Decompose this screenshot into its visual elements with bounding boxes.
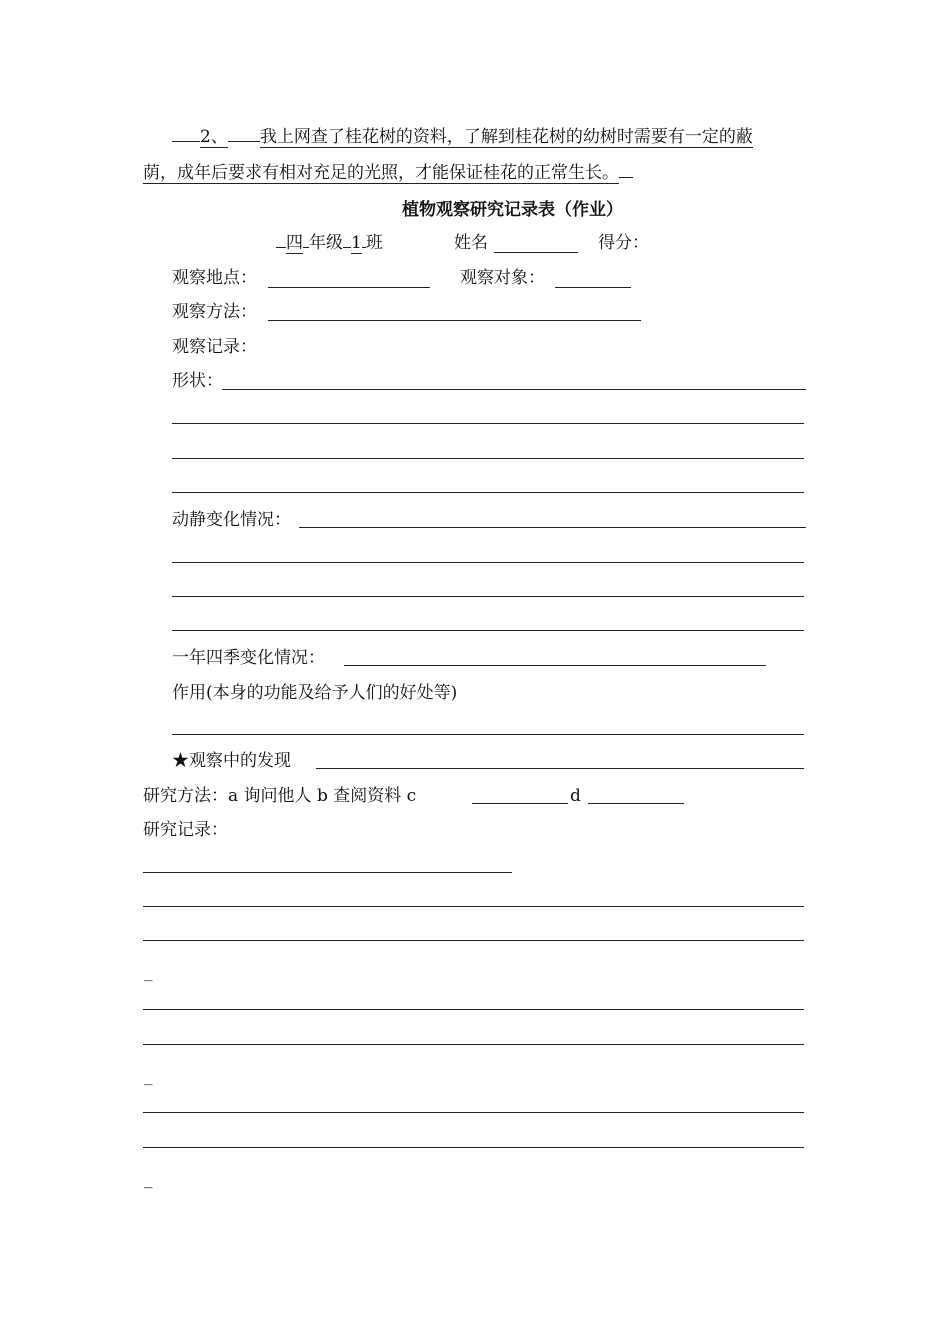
object-field[interactable]	[555, 287, 631, 288]
research-record-line-2[interactable]	[143, 906, 804, 907]
motion-line-2[interactable]	[172, 562, 804, 563]
intro-line-2	[143, 163, 633, 183]
location-field[interactable]	[268, 287, 430, 288]
grade-class-row	[276, 233, 383, 253]
research-record-line-5[interactable]	[143, 1044, 804, 1045]
research-method-label: 研究方法：a 询问他人 b 查阅资料 c	[143, 786, 417, 806]
intro-line-1	[172, 127, 753, 147]
record-label: 观察记录：	[172, 337, 257, 357]
intro-number: 2、	[200, 127, 228, 147]
research-record-dash-1: _	[144, 962, 153, 982]
class-label: 班	[365, 233, 383, 253]
shape-label: 形状：	[172, 371, 223, 391]
grade-label: 年级	[309, 233, 343, 253]
research-method-d-label: d	[570, 786, 581, 806]
research-record-line-7[interactable]	[143, 1147, 804, 1148]
intro-gap-underline	[228, 141, 260, 142]
research-record-line-4[interactable]	[143, 1009, 804, 1010]
research-record-line-1[interactable]	[143, 872, 512, 873]
motion-field[interactable]	[299, 527, 806, 528]
research-record-line-6[interactable]	[143, 1112, 804, 1113]
discovery-field[interactable]	[316, 768, 804, 769]
name-label: 姓名	[454, 233, 488, 253]
seasons-label: 一年四季变化情况：	[172, 648, 325, 668]
shape-line-3[interactable]	[172, 458, 804, 459]
research-method-c-field[interactable]	[472, 803, 568, 804]
intro-text-1: 我上网查了桂花树的资料，了解到桂花树的幼树时需要有一定的蔽	[259, 127, 753, 147]
research-method-d-field[interactable]	[588, 803, 684, 804]
research-record-line-3[interactable]	[143, 940, 804, 941]
location-label: 观察地点：	[172, 268, 257, 288]
motion-label: 动静变化情况：	[172, 510, 291, 530]
name-field[interactable]	[494, 252, 578, 253]
intro-indent-underline	[172, 141, 200, 142]
discovery-label: ★观察中的发现	[172, 751, 291, 771]
object-label: 观察对象：	[460, 268, 545, 288]
research-record-dash-3: _	[144, 1169, 153, 1189]
shape-line-4[interactable]	[172, 492, 804, 493]
research-record-dash-2: _	[144, 1066, 153, 1086]
function-label: 作用(本身的功能及给予人们的好处等)	[172, 683, 458, 703]
intro-tail-underline	[619, 177, 633, 178]
grade-value[interactable]: 四	[286, 233, 303, 253]
grade-blank-lead[interactable]	[276, 247, 286, 248]
shape-line-2[interactable]	[172, 423, 804, 424]
motion-line-4[interactable]	[172, 630, 804, 631]
motion-line-3[interactable]	[172, 596, 804, 597]
seasons-field[interactable]	[344, 665, 766, 666]
form-title: 植物观察研究记录表（作业）	[402, 200, 623, 220]
function-field[interactable]	[172, 734, 804, 735]
class-value[interactable]: 1	[351, 233, 362, 253]
research-record-label: 研究记录：	[143, 820, 228, 840]
shape-field[interactable]	[222, 389, 806, 390]
intro-text-2: 荫，成年后要求有相对充足的光照，才能保证桂花的正常生长。	[143, 163, 619, 183]
method-label: 观察方法：	[172, 302, 257, 322]
score-label: 得分：	[598, 233, 649, 253]
method-field[interactable]	[268, 320, 641, 321]
class-blank-lead[interactable]	[343, 247, 351, 248]
